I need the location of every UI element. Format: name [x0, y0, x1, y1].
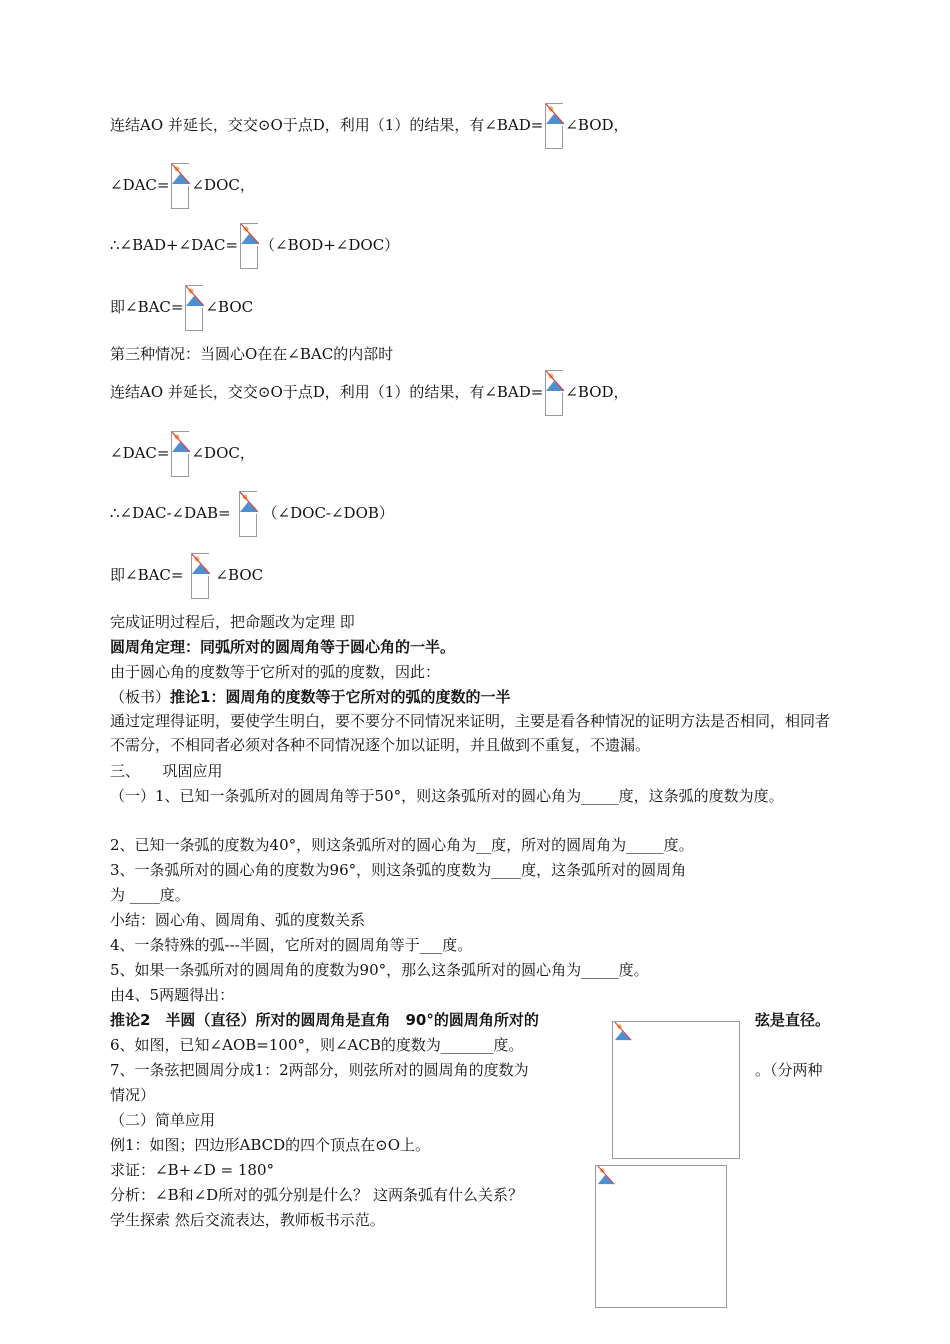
text: ∠BOD，	[565, 116, 629, 134]
analysis-line: 分析：∠B和∠D所对的弧分别是什么？ 这两条弧有什么关系？	[110, 1186, 523, 1204]
question-3-cont: 为 ____度。	[110, 886, 190, 904]
text: ∠BOC	[205, 298, 254, 316]
proof-line	[110, 491, 394, 537]
fraction-image-placeholder	[171, 431, 189, 477]
fraction-image-placeholder	[545, 103, 563, 149]
text: ∴∠DAC-∠DAB=	[110, 504, 231, 522]
proof-line	[110, 103, 629, 149]
text: ∠DAC=	[110, 444, 170, 462]
question-7-cont: 情况）	[110, 1086, 156, 1104]
figure-image-placeholder	[595, 1165, 727, 1308]
fraction-image-placeholder	[171, 163, 189, 209]
broken-image-icon	[613, 1022, 633, 1042]
text: 即∠BAC=	[110, 566, 184, 584]
question-5: 5、如果一条弧所对的圆周角的度数为90°，那么这条弧所对的圆心角为_____度。	[110, 961, 649, 979]
proof-line	[110, 285, 253, 331]
since-line: 由于圆心角的度数等于它所对的弧的度数，因此：	[110, 663, 441, 681]
explanation-paragraph: 通过定理得证明，要使学生明白，要不要分不同情况来证明，主要是看各种情况的证明方法是否相同，相同者不需分，不相同者必须对各种不同情况逐个加以证明，并且做到不重复，不遗漏。	[110, 712, 831, 754]
text: ∠DAC=	[110, 176, 170, 194]
from-45: 由4、5两题得出：	[110, 986, 235, 1004]
proof-line	[110, 163, 255, 209]
section-simple: （二）简单应用	[110, 1111, 216, 1129]
question-4: 4、一条特殊的弧---半圆，它所对的圆周角等于___度。	[110, 936, 473, 954]
broken-image-icon	[172, 432, 190, 454]
corollary-text: 推论1：圆周角的度数等于它所对的弧的度数的一半	[170, 688, 511, 706]
explore-line: 学生探索 然后交流表达，教师板书示范。	[110, 1211, 385, 1229]
text: （∠DOC-∠DOB）	[262, 504, 394, 522]
broken-image-icon	[192, 554, 210, 576]
broken-image-icon	[241, 224, 259, 246]
text: ∠BOC	[215, 566, 264, 584]
proof-line	[110, 553, 263, 599]
question-3: 3、一条弧所对的圆心角的度数为96°，则这条弧的度数为____度，这条弧所对的圆周角	[110, 861, 687, 879]
proof-line	[110, 223, 399, 269]
fraction-image-placeholder	[240, 223, 258, 269]
broken-image-icon	[596, 1166, 616, 1186]
question-1: （一）1、已知一条弧所对的圆周角等于50°，则这条弧所对的圆心角为_____度，这条弧的度数为度。	[110, 787, 784, 805]
question-6: 6、如图，已知∠AOB=100°，则∠ACB的度数为_______度。	[110, 1036, 524, 1054]
broken-image-icon	[186, 286, 204, 308]
fraction-image-placeholder	[545, 370, 563, 416]
broken-image-icon	[172, 164, 190, 186]
text: 即∠BAC=	[110, 298, 184, 316]
fraction-image-placeholder	[239, 491, 257, 537]
section-heading: 三、 巩固应用	[110, 762, 223, 780]
question-2: 2、已知一条弧的度数为40°，则这条弧所对的圆心角为__度，所对的圆周角为_____度。	[110, 836, 694, 854]
theorem-statement: 圆周角定理：同弧所对的圆周角等于圆心角的一半。	[110, 638, 456, 656]
figure-image-placeholder	[612, 1021, 740, 1159]
finish-line: 完成证明过程后，把命题改为定理 即	[110, 613, 355, 631]
broken-image-icon	[240, 492, 258, 514]
question-7-end: 。（分两种	[755, 1061, 823, 1079]
broken-image-icon	[546, 104, 564, 126]
corollary-2: 推论2 半圆（直径）所对的圆周角是直角 90°的圆周角所对的	[110, 1011, 539, 1029]
corollary-1	[110, 687, 510, 707]
case-heading: 第三种情况：当圆心O在在∠BAC的内部时	[110, 345, 394, 363]
proof-line	[110, 431, 255, 477]
text: ∠DOC，	[191, 444, 255, 462]
broken-image-icon	[546, 371, 564, 393]
corollary-2-end: 弦是直径。	[755, 1011, 831, 1029]
text: ∠BOD，	[565, 383, 629, 401]
fraction-image-placeholder	[185, 285, 203, 331]
prove-line: 求证：∠B+∠D = 180°	[110, 1161, 274, 1179]
text: 连结AO 并延长，交交⊙O于点D，利用（1）的结果，有∠BAD=	[110, 116, 544, 134]
summary-line: 小结：圆心角、圆周角、弧的度数关系	[110, 911, 366, 929]
text: （∠BOD+∠DOC）	[260, 236, 400, 254]
question-7: 7、一条弦把圆周分成1：2两部分，则弦所对的圆周角的度数为	[110, 1061, 529, 1079]
proof-line	[110, 370, 629, 416]
fraction-image-placeholder	[191, 553, 209, 599]
prefix: （板书）	[110, 688, 171, 706]
text: ∠DOC，	[191, 176, 255, 194]
text: 连结AO 并延长，交交⊙O于点D，利用（1）的结果，有∠BAD=	[110, 383, 544, 401]
text: ∴∠BAD+∠DAC=	[110, 236, 239, 254]
example-1: 例1：如图；四边形ABCD的四个顶点在⊙O上。	[110, 1136, 431, 1154]
